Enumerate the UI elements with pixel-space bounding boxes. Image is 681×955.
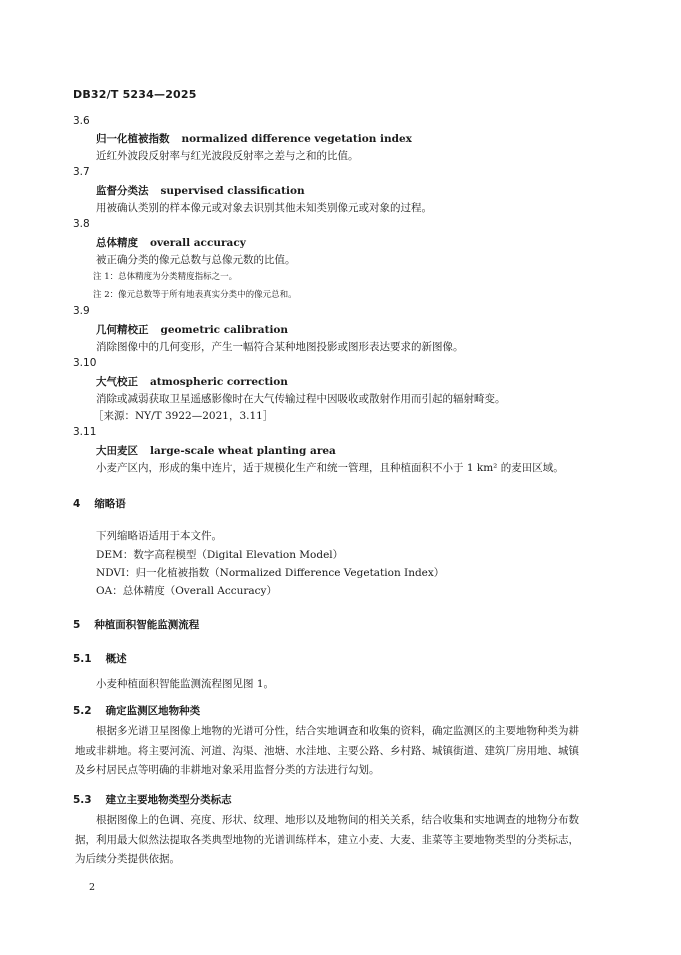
term-zh: 总体精度 bbox=[96, 237, 138, 249]
term-en: overall accuracy bbox=[150, 237, 246, 249]
abbreviation-item: OA：总体精度（Overall Accuracy） bbox=[96, 585, 277, 597]
term-en: supervised classification bbox=[160, 185, 305, 197]
subsection-heading bbox=[73, 703, 200, 718]
term-definition: 小麦产区内，形成的集中连片，适于规模化生产和统一管理，且种植面积不小于 1 km² 的麦田区域。 bbox=[96, 462, 564, 474]
term-number: 3.6 bbox=[73, 115, 90, 127]
term-number: 3.8 bbox=[73, 218, 90, 230]
term-en: geometric calibration bbox=[160, 324, 289, 336]
term-heading bbox=[96, 443, 336, 458]
term-definition: 消除图像中的几何变形，产生一幅符合某种地图投影或图形表达要求的新图像。 bbox=[96, 341, 464, 353]
abbreviation-item: NDVI：归一化植被指数（Normalized Difference Vegetation Index） bbox=[96, 567, 445, 579]
term-note: 注 1：总体精度为分类精度指标之一。 bbox=[93, 272, 238, 282]
document-code: DB32/T 5234—2025 bbox=[73, 88, 197, 101]
term-heading bbox=[96, 322, 288, 337]
term-zh: 大田麦区 bbox=[96, 445, 138, 457]
term-zh: 归一化植被指数 bbox=[96, 133, 170, 145]
term-en: large-scale wheat planting area bbox=[150, 445, 336, 457]
subsection-heading bbox=[73, 792, 232, 807]
paragraph: 小麦种植面积智能监测流程图见图 1。 bbox=[96, 678, 275, 690]
term-heading bbox=[96, 374, 288, 389]
term-number: 3.11 bbox=[73, 426, 97, 438]
section-title: 缩略语 bbox=[94, 498, 126, 510]
section-heading bbox=[73, 617, 199, 632]
term-heading bbox=[96, 183, 305, 198]
term-en: normalized difference vegetation index bbox=[181, 133, 412, 145]
term-heading bbox=[96, 131, 412, 146]
term-number: 3.7 bbox=[73, 166, 90, 178]
term-en: atmospheric correction bbox=[150, 376, 288, 388]
paragraph: 根据图像上的色调、亮度、形状、纹理、地形以及地物间的相关关系，结合收集和实地调查的地物分布数据，利用最大似然法提取各类典型地物的光谱训练样本，建立小麦、大麦、韭菜等主要地物类型的分类标志，为后续分类提供依据。 bbox=[75, 814, 579, 865]
subsection-title: 确定监测区地物种类 bbox=[105, 705, 201, 717]
term-note: 注 2：像元总数等于所有地表真实分类中的像元总和。 bbox=[93, 290, 297, 300]
subsection-heading bbox=[73, 651, 127, 666]
term-number: 3.10 bbox=[73, 357, 97, 369]
term-zh: 大气校正 bbox=[96, 376, 138, 388]
paragraph: 根据多光谱卫星图像上地物的光谱可分性，结合实地调查和收集的资料，确定监测区的主要地物种类为耕地或非耕地。将主要河流、河道、沟渠、池塘、水洼地、主要公路、乡村路、城镇街道、建筑厂房用地、城镇及乡村居民点等明确的非耕地对象采用监督分类的方法进行勾划。 bbox=[75, 725, 579, 776]
section-number: 5 bbox=[73, 619, 81, 631]
subsection-title: 建立主要地物类型分类标志 bbox=[105, 794, 232, 806]
subsection-number: 5.1 bbox=[73, 653, 92, 665]
term-definition: 被正确分类的像元总数与总像元数的比值。 bbox=[96, 254, 296, 266]
section-title: 种植面积智能监测流程 bbox=[94, 619, 200, 631]
term-zh: 几何精校正 bbox=[96, 324, 149, 336]
term-number: 3.9 bbox=[73, 305, 90, 317]
page-number: 2 bbox=[89, 882, 96, 893]
term-source: ［来源：NY/T 3922—2021，3.11］ bbox=[93, 410, 274, 422]
section-intro: 下列缩略语适用于本文件。 bbox=[96, 530, 222, 542]
term-zh: 监督分类法 bbox=[96, 185, 149, 197]
term-definition: 用被确认类别的样本像元或对象去识别其他未知类别像元或对象的过程。 bbox=[96, 202, 432, 214]
abbreviation-item: DEM：数字高程模型（Digital Elevation Model） bbox=[96, 549, 344, 561]
subsection-title: 概述 bbox=[105, 653, 127, 665]
section-number: 4 bbox=[73, 498, 81, 510]
subsection-number: 5.3 bbox=[73, 794, 92, 806]
term-definition: 消除或减弱获取卫星遥感影像时在大气传输过程中因吸收或散射作用而引起的辐射畸变。 bbox=[96, 393, 506, 405]
term-definition: 近红外波段反射率与红光波段反射率之差与之和的比值。 bbox=[96, 150, 359, 162]
term-heading bbox=[96, 235, 246, 250]
subsection-number: 5.2 bbox=[73, 705, 92, 717]
section-heading bbox=[73, 496, 126, 511]
